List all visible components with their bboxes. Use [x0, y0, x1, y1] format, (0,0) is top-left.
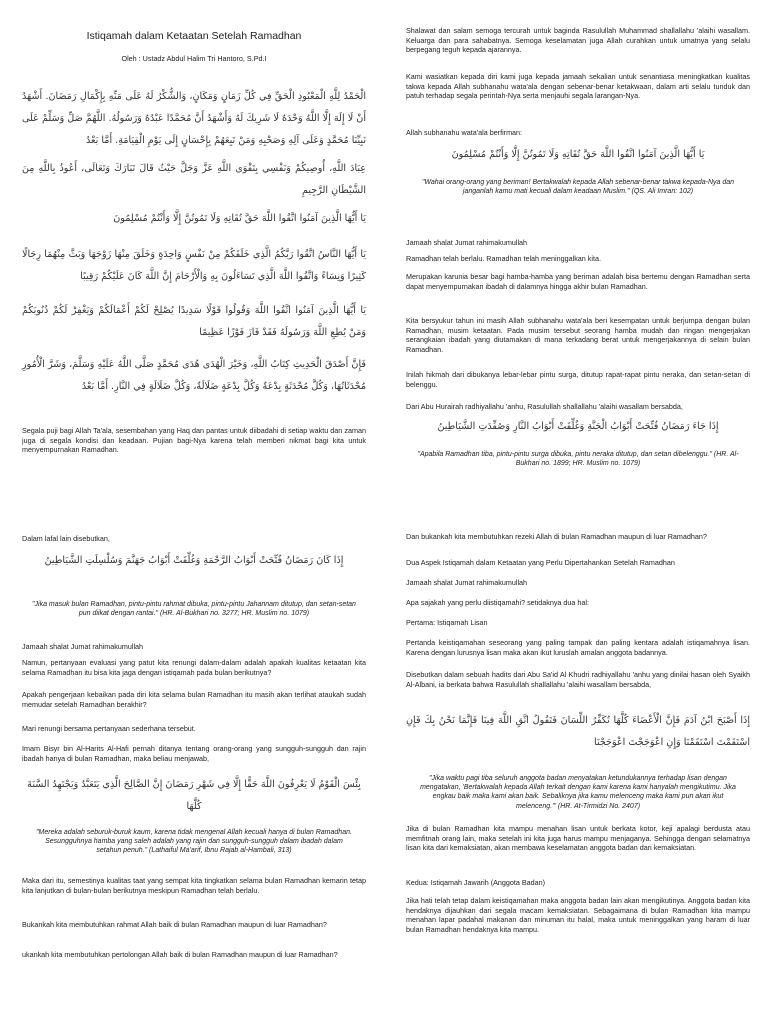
arabic-hadith: إِذَا كَانَ رَمَضَانُ فُتِّحَتْ أَبْوَابُ الرَّحْمَةِ وَغُلِّقَتْ أَبْوَابُ جَهَنَّمَ وَسُلْسِلَتِ الشَّيَاطِينُ	[44, 555, 344, 566]
quote: "Jika waktu pagi tiba seluruh anggota badan menyatakan ketundukannya terhadap lisan dengan mengatakan, 'Bertakwalah kepada Allah terkait dengan kami karena kami hanyalah mengikutimu. Jika engkau baik maka kami akan baik. Sebaliknya jika kamu melenceng maka kami pun akan ikut melenceng.'" (HR. At-Tirmidzi No. 2407)	[420, 775, 736, 810]
page-4	[384, 512, 768, 1024]
paragraph: Kami wasiatkan kepada diri kami juga kepada jamaah sekalian untuk senantiasa meningkatkan kualitas takwa kepada Allah subhanahu wata'ala dengan sebenar-benar ketakwaan, dalam arti selalu tunduk dan patuh terhadap segala perintah-Nya serta menjauhi segala larangan-Nya.	[406, 72, 750, 101]
paragraph: Kita bersyukur tahun ini masih Allah subhanahu wata'ala beri kesempatan untuk berjumpa dengan bulan Ramadhan, musim ketaatan. Pada musim tersebut seorang hamba mudah dan ringan mengerjakan serangkaian ibadah yang diutamakan di mana terkadang berat untuk mengerjakannya di selain bulan Ramadhan.	[406, 316, 750, 354]
paragraph: Merupakan karunia besar bagi hamba-hamba yang beriman adalah bisa bertemu dengan Ramadhan serta dapat menyempurnakan ibadah di dalamnya hingga akhir bulan Ramadhan.	[406, 272, 750, 291]
arabic-hadith: فَإِنَّ أَصْدَقَ الْحَدِيثِ كِتَابُ اللَّهِ، وَخَيْرَ الْهُدَى هُدَى مُحَمَّدٍ صَلَّى اللَّهُ عَلَيْهِ وَسَلَّمَ، وَشَرَّ الْأُمُورِ مُحْدَثَاتُهَا، وَكُلَّ مُحْدَثَةٍ بِدْعَةٌ وَكُلَّ بِدْعَةٍ ضَلَالَةٌ، وَكُلَّ ضَلَالَةٍ فِي النَّارِ. أَمَّا بَعْدُ	[22, 359, 366, 392]
paragraph: Jamaah shalat Jumat rahimakumullah	[406, 238, 528, 247]
paragraph: Jamaah shalat Jumat rahimakumullah	[22, 642, 144, 651]
paragraph: Allah subhanahu wata'ala berfirman:	[406, 128, 523, 137]
arabic-verse: يَا أَيُّهَا الَّذِينَ آمَنُوا اتَّقُوا اللَّهَ حَقَّ تُقَاتِهِ وَلَا تَمُوتُنَّ إِلَّا وَأَنْتُمْ مُسْلِمُونَ	[451, 149, 705, 160]
page-2	[384, 0, 768, 512]
document-title: Istiqamah dalam Ketaatan Setelah Ramadhan	[86, 30, 302, 42]
paragraph: Shalawat dan salam semoga tercurah untuk baginda Rasulullah Muhammad shallallahu 'alaihi wasallam. Keluarga dan para sahabatnya. Semoga keselamatan juga Allah curahkan untuk umatnya yang selalu berpegang teguh kepada ajarannya.	[406, 26, 750, 55]
arabic-hadith: إِذَا جَاءَ رَمَضَانُ فُتِّحَتْ أَبْوَابُ الْجَنَّةِ وَغُلِّقَتْ أَبْوَابُ النَّارِ وَصُفِّدَتِ الشَّيَاطِينُ	[437, 421, 719, 432]
author-line: Oleh : Ustadz Abdul Halim Tri Hantoro, S.Pd.I	[121, 54, 267, 63]
paragraph: Imam Bisyr bin Al-Harits Al-Hafi pernah ditanya tentang orang-orang yang sungguh-sungguh dan rajin ibadah hanya di bulan Ramadhan, maka beliau menjawab,	[22, 744, 366, 763]
arabic-opening: الْحَمْدُ لِلَّهِ الْمَعْبُودِ الْحَقِّ فِي كُلِّ زَمَانٍ وَمَكَانٍ، وَالشُّكْرُ لَهُ عَلَى مَنِّهِ بِإِكْمَالِ رَمَضَانَ. أَشْهَدُ أَنْ لَا إِلَهَ إِلَّا اللَّهُ وَحْدَهُ لَا شَرِيكَ لَهُ وَأَشْهَدُ أَنَّ مُحَمَّدًا عَبْدُهُ وَرَسُولُهُ. اللَّهُمَّ صَلِّ وَسَلِّمْ عَلَى نَبِيِّنَا مُحَمَّدٍ وَعَلَى آلِهِ وَصَحْبِهِ وَمَنْ تَبِعَهُمْ بِإِحْسَانٍ إِلَى يَوْمِ الْقِيَامَةِ. أَمَّا بَعْدُ	[22, 91, 366, 146]
subheading: Kedua: Istiqamah Jawarih (Anggota Badan)	[406, 878, 546, 887]
paragraph: Pertanda keistiqamahan seseorang yang paling tampak dan paling kentara adalah istiqamahnya lisan. Karena dengan lurusnya lisan maka akan ikut luruslah amalan anggota badannya.	[406, 638, 750, 657]
paragraph: Maka dari itu, semestinya kualitas taat yang sempat kita tingkatkan selama bulan Ramadhan kemarin tetap kita lanjutkan di bulan-bulan berikutnya meskipun Ramadhan telah berlalu.	[22, 876, 366, 895]
paragraph: ukankah kita membutuhkan pertolongan Allah baik di bulan Ramadhan maupun di luar Ramadhan?	[22, 950, 338, 959]
arabic-verse-3: يَا أَيُّهَا الَّذِينَ آمَنُوا اتَّقُوا اللَّهَ وَقُولُوا قَوْلًا سَدِيدًا يُصْلِحْ لَكُمْ أَعْمَالَكُمْ وَيَغْفِرْ لَكُمْ ذُنُوبَكُمْ وَمَنْ يُطِعِ اللَّهَ وَرَسُولَهُ فَقَدْ فَازَ فَوْزًا عَظِيمًا	[22, 305, 366, 338]
paragraph: Apa sajakah yang perlu diistiqamahi? setidaknya dua hal:	[406, 598, 590, 607]
arabic-wasiat: عِبَادَ اللَّهِ، أُوصِيكُمْ وَنَفْسِي بِتَقْوَى اللَّهِ عَزَّ وَجَلَّ حَيْثُ قَالَ تَبَارَكَ وَتَعَالَى، أَعُوذُ بِاللَّهِ مِنَ الشَّيْطَانِ الرَّجِيمِ	[22, 163, 366, 196]
page-3	[0, 512, 384, 1024]
section-heading: Dua Aspek Istiqamah dalam Ketaatan yang Perlu Dipertahankan Setelah Ramadhan	[406, 558, 675, 567]
quote: "Mereka adalah seburuk-buruk kaum, karena tidak mengenal Allah kecuali hanya di bulan Ramadhan. Sesungguhnya hamba yang saleh adalah yang rajin dan sungguh-sungguh dalam ibadah dalam setahun penuh." (Lathaiful Ma'arif, Ibnu Rajab al-Hambali, 313)	[36, 829, 352, 855]
paragraph: Inilah hikmah dari dibukanya lebar-lebar pintu surga, ditutup rapat-rapat pintu neraka, dan setan-setan di belenggu.	[406, 370, 750, 389]
quote: "Wahai orang-orang yang beriman! Bertakwalah kepada Allah sebenar-benar takwa kepada-Nya dan janganlah kamu mati kecuali dalam keadaan Muslim." (QS. Ali Imran: 102)	[421, 179, 735, 196]
paragraph: Jika di bulan Ramadhan kita mampu menahan lisan untuk berkata kotor, keji apalagi berdusta atau memfitnah orang lain, maka setelah ini kita juga harus mampu menjaganya. Sehingga dengan selamatnya lisan kita dari kemaksiatan, akan membawa keselamatan anggota badan dari kemaksiatan.	[406, 824, 750, 853]
subheading: Pertama: Istiqamah Lisan	[406, 618, 488, 627]
quote: "Jika masuk bulan Ramadhan, pintu-pintu rahmat dibuka, pintu-pintu Jahannam ditutup, dan setan-setan pun diikat dengan rantai." (HR. Al-Bukhari no. 3277; HR. Muslim no. 1079)	[32, 601, 356, 618]
page-1	[0, 0, 384, 512]
paragraph: Jamaah shalat Jumat rahimakumullah	[406, 578, 528, 587]
arabic-verse-2: يَا أَيُّهَا النَّاسُ اتَّقُوا رَبَّكُمُ الَّذِي خَلَقَكُمْ مِنْ نَفْسٍ وَاحِدَةٍ وَخَلَقَ مِنْهَا زَوْجَهَا وَبَثَّ مِنْهُمَا رِجَالًا كَثِيرًا وَنِسَاءً وَاتَّقُوا اللَّهَ الَّذِي تَسَاءَلُونَ بِهِ وَالْأَرْحَامَ إِنَّ اللَّهَ كَانَ عَلَيْكُمْ رَقِيبًا	[22, 249, 366, 282]
paragraph: Namun, pertanyaan evaluasi yang patut kita renungi dalam-dalam adalah apakah kualitas ketaatan kita selama Ramadhan itu bisa kita jaga dengan istiqamah pada bulan berikutnya?	[22, 658, 366, 677]
paragraph: Bukankah kita membutuhkan rahmat Allah baik di bulan Ramadhan maupun di luar Ramadhan?	[22, 920, 327, 929]
paragraph: Ramadhan telah berlalu. Ramadhan telah meninggalkan kita.	[406, 254, 601, 263]
arabic-hadith: إِذَا أَصْبَحَ ابْنُ آدَمَ فَإِنَّ الْأَعْضَاءَ كُلَّهَا تُكَفِّرُ اللِّسَانَ فَتَقُولُ اتَّقِ اللَّهَ فِينَا فَإِنَّمَا نَحْنُ بِكَ فَإِنِ اسْتَقَمْتَ اسْتَقَمْنَا وَإِنِ اعْوَجَجْتَ اعْوَجَجْنَا	[406, 715, 750, 748]
arabic-verse-1: يَا أَيُّهَا الَّذِينَ آمَنُوا اتَّقُوا اللَّهَ حَقَّ تُقَاتِهِ وَلَا تَمُوتُنَّ إِلَّا وَأَنْتُمْ مُسْلِمُونَ	[113, 213, 366, 224]
paragraph: Jika hati telah tetap dalam keistiqamahan maka anggota badan lain akan mengikutinya. Anggota badan kita hendaknya dijauhkan dari segala macam kemaksiatan. Sebagaimana di bulan Ramadhan kita mampu menahan lapar padahal makanan dan minuman itu halal, maka untuk meninggalkan yang haram di luar bulan Ramadhan hendaknya kita mampu.	[406, 896, 750, 934]
paragraph: Mari renungi bersama pertanyaan sederhana tersebut.	[22, 724, 196, 733]
arabic-quote: بِئْسَ الْقَوْمُ لَا يَعْرِفُونَ اللَّهَ حَقًّا إِلَّا فِي شَهْرِ رَمَضَانَ إِنَّ الصَّالِحَ الَّذِي يَتَعَبَّدُ وَيَجْتَهِدُ السَّنَةَ كُلَّهَا	[27, 779, 361, 812]
paragraph: Disebutkan dalam sebuah hadits dari Abu Sa'id Al Khudri radhiyallahu 'anhu yang dinilai hasan oleh Syaikh Al-Albani, ia berkata bahwa Rasulullah shallallahu 'alaihi wasallam bersabda,	[406, 670, 750, 689]
quote: "Apabila Ramadhan tiba, pintu-pintu surga dibuka, pintu neraka ditutup, dan setan dibelenggu." (HR. Al-Bukhari no. 1899; HR. Muslim no. 1079)	[417, 451, 739, 468]
paragraph: Dan bukankah kita membutuhkan rezeki Allah di bulan Ramadhan maupun di luar Ramadhan?	[406, 532, 707, 541]
paragraph: Apakah pengerjaan kebaikan pada diri kita selama bulan Ramadhan itu masih akan terlihat ataukah sudah memudar setelah Ramadhan berakhir?	[22, 690, 366, 709]
paragraph: Segala puji bagi Allah Ta'ala, sesembahan yang Haq dan pantas untuk diibadahi di setiap waktu dan zaman juga di segala kondisi dan keadaan. Pujian bagi-Nya karena telah memberi nikmat bagi kita untuk menyempurnakan Ramadhan.	[22, 426, 366, 455]
paragraph: Dari Abu Hurairah radhiyallahu 'anhu, Rasulullah shallallahu 'alaihi wasallam bersabda,	[406, 402, 683, 411]
paragraph: Dalam lafal lain disebutkan,	[22, 534, 110, 543]
